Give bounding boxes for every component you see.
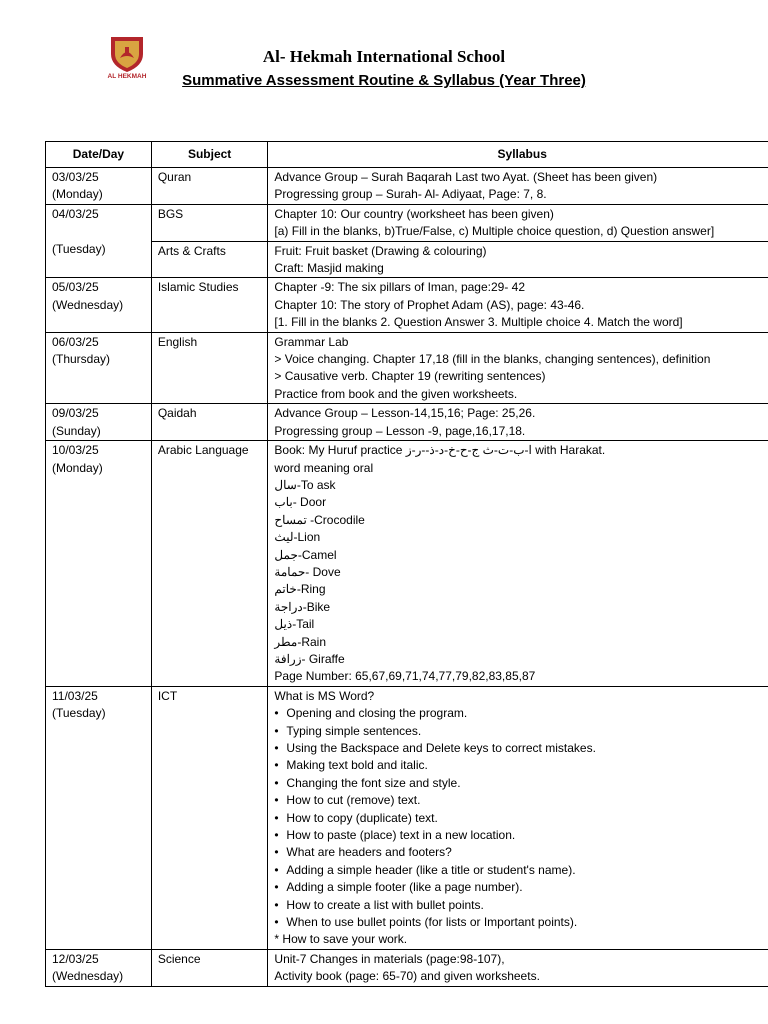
bullet-item: • Adding a simple header (like a title or student's name).: [274, 862, 768, 879]
syllabus-line: Progressing group – Surah- Al- Adiyaat, Page: 7, 8.: [274, 187, 547, 202]
syllabus-line: [1. Fill in the blanks 2. Question Answer 3. Multiple choice 4. Match the word]: [274, 315, 683, 330]
bullet-item: • How to cut (remove) text.: [274, 792, 768, 809]
syllabus-cell: [268, 441, 768, 687]
bullet-item: • How to create a list with bullet points.: [274, 897, 768, 914]
subject-cell: ICT: [151, 686, 268, 949]
day: (Monday): [52, 187, 103, 202]
date: 11/03/25: [52, 688, 98, 703]
syllabus-line: Chapter 10: Our country (worksheet has been given): [274, 206, 554, 221]
syllabus-line: > Voice changing. Chapter 17,18 (fill in the blanks, changing sentences), definition: [274, 352, 711, 367]
date-cell: [46, 949, 152, 986]
header-date-day: Date/Day: [46, 142, 152, 168]
header-syllabus: Syllabus: [268, 142, 768, 168]
date: 06/03/25: [52, 334, 99, 349]
vocab-line: زرافة- Giraffe: [274, 651, 345, 666]
day: (Monday): [52, 460, 103, 475]
date-cell: [46, 686, 152, 949]
routine-table: [45, 141, 768, 987]
bullet-item: • Changing the font size and style.: [274, 775, 768, 792]
syllabus-line: Chapter -9: The six pillars of Iman, page:29- 42: [274, 280, 525, 295]
date-cell: [46, 404, 152, 441]
date: 10/03/25: [52, 443, 99, 458]
subject-cell: Qaidah: [151, 404, 268, 441]
bullet-item: • Making text bold and italic.: [274, 757, 768, 774]
table-row: [46, 404, 768, 441]
syllabus-line: Chapter 10: The story of Prophet Adam (AS), page: 43-46.: [274, 297, 585, 312]
syllabus-cell: [268, 241, 768, 278]
subject-cell: Arts & Crafts: [151, 241, 268, 278]
vocab-line: ذيل-Tail: [274, 617, 315, 632]
syllabus-cell: [268, 686, 768, 949]
date: 03/03/25: [52, 170, 99, 184]
vocab-line: دراجة-Bike: [274, 599, 331, 614]
vocab-line: مطر-Rain: [274, 634, 327, 649]
table-row: [46, 332, 768, 404]
subject-cell: Arabic Language: [151, 441, 268, 687]
bullet-item: • Using the Backspace and Delete keys to correct mistakes.: [274, 740, 768, 757]
syllabus-cell: [268, 168, 768, 205]
bullet-item: • When to use bullet points (for lists or Important points).: [274, 914, 768, 931]
vocab-line: حمامة- Dove: [274, 564, 341, 579]
table-row: [46, 204, 768, 241]
syllabus-line: * How to save your work.: [274, 932, 408, 947]
syllabus-line: word meaning oral: [274, 460, 374, 475]
date: 09/03/25: [52, 406, 99, 421]
day: (Thursday): [52, 352, 111, 367]
vocab-line: باب- Door: [274, 495, 327, 510]
syllabus-line: Practice from book and the given worksheets.: [274, 386, 518, 401]
syllabus-cell: [268, 332, 768, 404]
subject-cell: English: [151, 332, 268, 404]
syllabus-line: [a) Fill in the blanks, b)True/False, c) Multiple choice question, d) Question answer]: [274, 224, 715, 239]
bullet-item: • Typing simple sentences.: [274, 723, 768, 740]
vocab-line: جمل-Camel: [274, 547, 337, 562]
bullet-item: • How to paste (place) text in a new location.: [274, 827, 768, 844]
day: (Tuesday): [52, 241, 106, 256]
document-title: Summative Assessment Routine & Syllabus (Year Three): [182, 72, 586, 89]
syllabus-line: Progressing group – Lesson -9, page,16,17,18.: [274, 423, 526, 438]
vocab-line: ليث-Lion: [274, 530, 321, 545]
syllabus-line: What is MS Word?: [274, 688, 375, 703]
syllabus-line: Advance Group – Lesson-14,15,16; Page: 25,26.: [274, 406, 536, 421]
syllabus-line: Fruit: Fruit basket (Drawing & colouring): [274, 243, 487, 258]
syllabus-cell: [268, 404, 768, 441]
table-row: [46, 168, 768, 205]
table-header-row: [46, 142, 768, 168]
subject-cell: Quran: [151, 168, 268, 205]
date: 12/03/25: [52, 951, 99, 966]
date-cell: [46, 204, 152, 278]
syllabus-cell: [268, 949, 768, 986]
subject-cell: BGS: [151, 204, 268, 241]
vocab-line: سال-To ask: [274, 477, 336, 492]
date: 04/03/25: [52, 206, 99, 221]
date-cell: [46, 278, 152, 332]
date-cell: [46, 441, 152, 687]
date-cell: [46, 168, 152, 205]
vocab-line: تمساح -Crocodile: [274, 512, 365, 527]
day: (Wednesday): [52, 969, 124, 984]
day: (Wednesday): [52, 297, 124, 312]
syllabus-line: Advance Group – Surah Baqarah Last two Ayat. (Sheet has been given): [274, 170, 658, 184]
syllabus-line: Grammar Lab: [274, 334, 349, 349]
syllabus-line: Craft: Masjid making: [274, 261, 384, 276]
bullet-item: • What are headers and footers?: [274, 844, 768, 861]
syllabus-line: Book: My Huruf practice ا-ب-ت-ث ج-ح-خ-د-ذ--ر-ز with Harakat.: [274, 443, 606, 458]
bullet-item: • Adding a simple footer (like a page number).: [274, 879, 768, 896]
syllabus-cell: [268, 278, 768, 332]
vocab-line: خاتم-Ring: [274, 582, 326, 597]
subject-cell: Islamic Studies: [151, 278, 268, 332]
table-row: [46, 441, 768, 687]
day: (Sunday): [52, 423, 101, 438]
table-row: [46, 686, 768, 949]
syllabus-line: Activity book (page: 65-70) and given worksheets.: [274, 969, 540, 984]
header-subject: Subject: [151, 142, 268, 168]
school-name: Al- Hekmah International School: [262, 47, 506, 66]
date: 05/03/25: [52, 280, 99, 295]
bullet-item: • How to copy (duplicate) text.: [274, 810, 768, 827]
syllabus-line: Page Number: 65,67,69,71,74,77,79,82,83,85,87: [274, 669, 536, 684]
logo-text: AL HEKMAH: [107, 73, 147, 80]
bullet-item: • Opening and closing the program.: [274, 705, 768, 722]
table-row: [46, 949, 768, 986]
table-row: [46, 241, 768, 278]
syllabus-cell: [268, 204, 768, 241]
syllabus-line: > Causative verb. Chapter 19 (rewriting sentences): [274, 369, 546, 384]
subject-cell: Science: [151, 949, 268, 986]
syllabus-line: Unit-7 Changes in materials (page:98-107),: [274, 951, 505, 966]
table-row: [46, 278, 768, 332]
day: (Tuesday): [52, 706, 106, 721]
date-cell: [46, 332, 152, 404]
